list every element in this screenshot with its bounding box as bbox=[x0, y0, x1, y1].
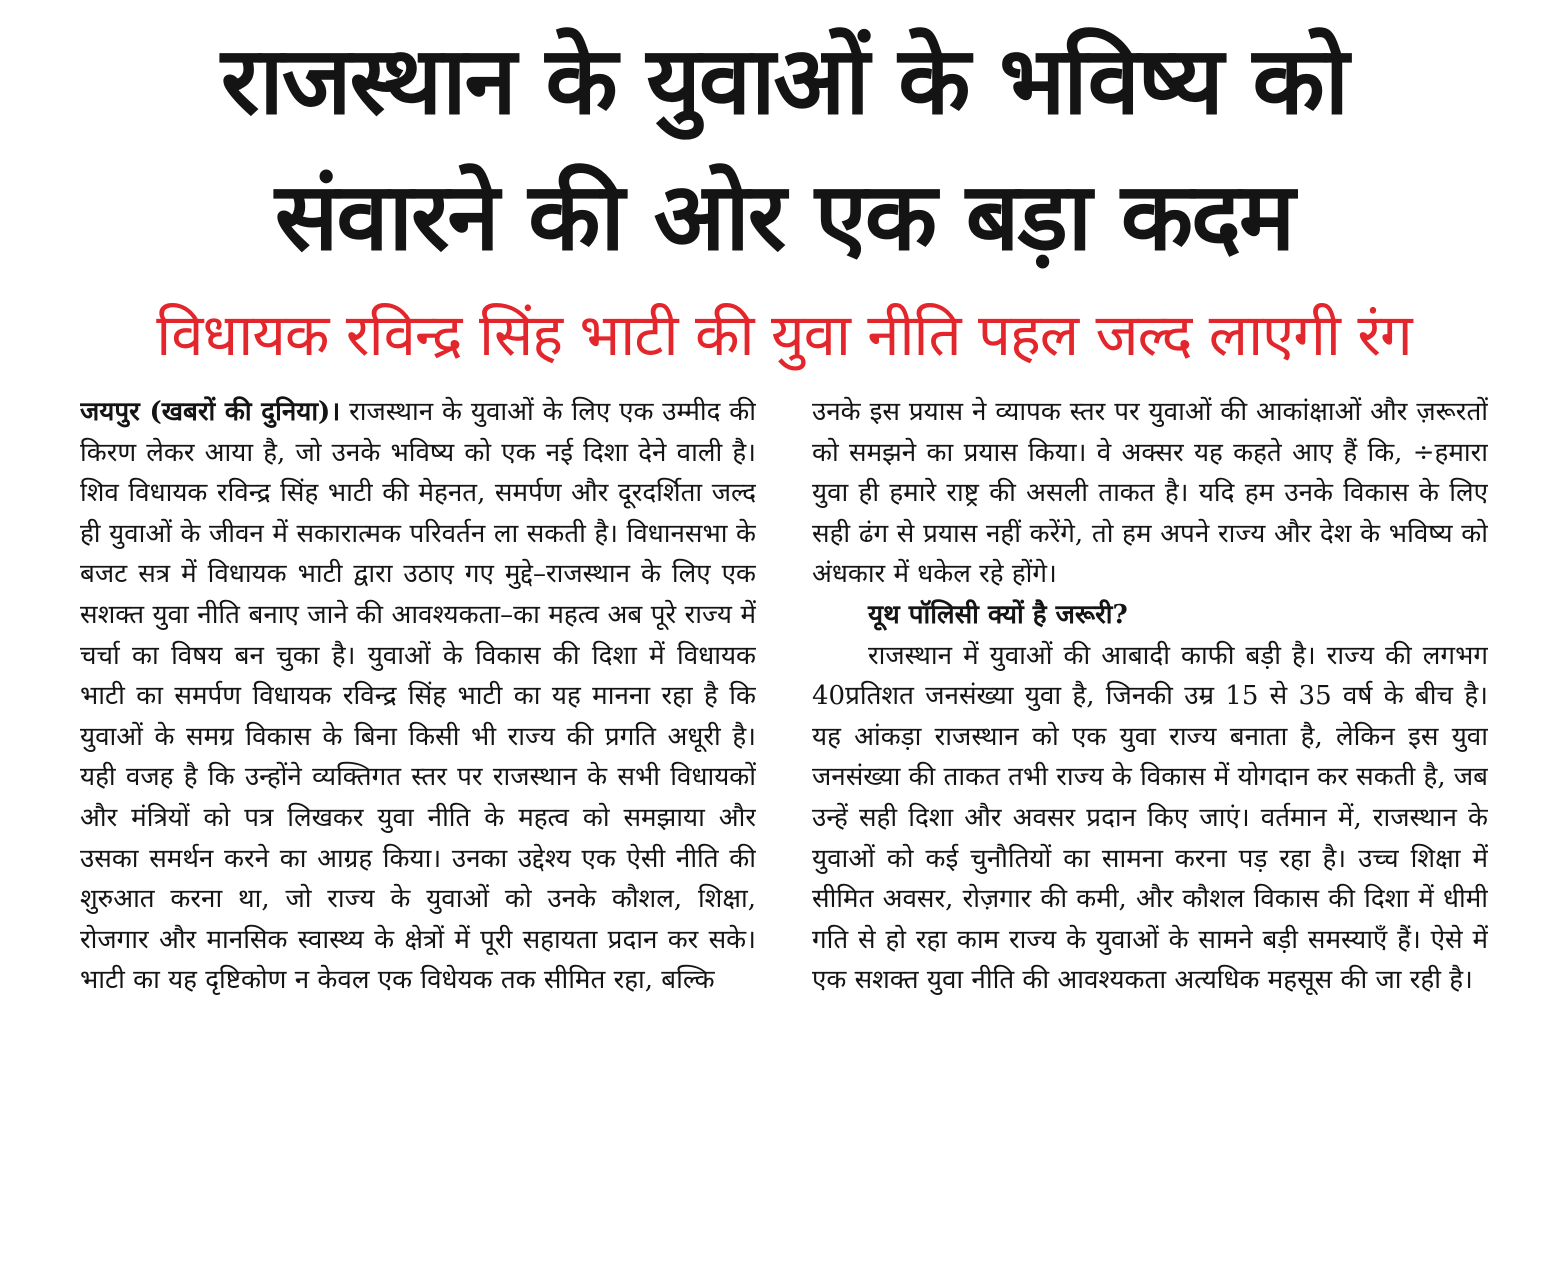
article-column-right bbox=[812, 392, 1488, 1262]
headline-line-2: संवारने की ओर एक बड़ा कदम bbox=[274, 163, 1294, 272]
headline-line-1: राजस्थान के युवाओं के भविष्य को bbox=[220, 27, 1348, 136]
article-column-left bbox=[80, 392, 756, 1262]
dateline: जयपुर (खबरों की दुनिया)। bbox=[80, 397, 341, 427]
subheadline: विधायक रविन्द्र सिंह भाटी की युवा नीति पहल जल्द लाएगी रंग bbox=[156, 301, 1412, 369]
article-body-left: राजस्थान के युवाओं के लिए एक उम्मीद की किरण लेकर आया है, जो उनके भविष्य को एक नई दिशा देने वाली है। शिव विधायक रविन्द्र सिंह भाटी की मेहनत, समर्पण और दूरदर्शिता जल्द ही युवाओं के जीवन में सकारात्मक परिवर्तन ला सकती है। विधानसभा के बजट सत्र में विधायक भाटी द्वारा उठाए गए मुद्दे–राजस्थान के लिए एक सशक्त युवा नीति बनाए जाने की आवश्यकता–का महत्व अब पूरे राज्य में चर्चा का विषय बन चुका है। युवाओं के विकास की दिशा में विधायक भाटी का समर्पण विधायक रविन्द्र सिंह भाटी का यह मानना रहा है कि युवाओं के समग्र विकास के बिना किसी भी राज्य की प्रगति अधूरी है। यही वजह है कि उन्होंने व्यक्तिगत स्तर पर राजस्थान के सभी विधायकों और मंत्रियों को पत्र लिखकर युवा नीति के महत्व को समझाया और उसका समर्थन करने का आग्रह किया। उनका उद्देश्य एक ऐसी नीति की शुरुआत करना था, जो राज्य के युवाओं को उनके कौशल, शिक्षा, रोजगार और मानसिक स्वास्थ्य के क्षेत्रों में पूरी सहायता प्रदान कर सके। भाटी का यह दृष्टिकोण न केवल एक विधेयक तक सीमित रहा, बल्कि bbox=[80, 397, 756, 996]
article-paragraph-youth-policy: राजस्थान में युवाओं की आबादी काफी बड़ी है। राज्य की लगभग 40प्रतिशत जनसंख्या युवा है, जिनकी उम्र 15 से 35 वर्ष के बीच है। यह आंकड़ा राजस्थान को एक युवा राज्य बनाता है, लेकिन इस युवा जनसंख्या की ताकत तभी राज्य के विकास में योगदान कर सकती है, जब उन्हें सही दिशा और अवसर प्रदान किए जाएं। वर्तमान में, राजस्थान के युवाओं को कई चुनौतियों का सामना करना पड़ रहा है। उच्च शिक्षा में सीमित अवसर, रोज़गार की कमी, और कौशल विकास की दिशा में धीमी गति से हो रहा काम राज्य के युवाओं के सामने बड़ी समस्याएँ हैं। ऐसे में एक सशक्त युवा नीति की आवश्यकता अत्यधिक महसूस की जा रही है। bbox=[812, 640, 1488, 996]
article-paragraph-continued: उनके इस प्रयास ने व्यापक स्तर पर युवाओं की आकांक्षाओं और ज़रूरतों को समझने का प्रयास किया। वे अक्सर यह कहते आए हैं कि, ÷हमारा युवा ही हमारे राष्ट्र की असली ताकत है। यदि हम उनके विकास के लिए सही ढंग से प्रयास नहीं करेंगे, तो हम अपने राज्य और देश के भविष्य को अंधकार में धकेल रहे होंगे। bbox=[812, 397, 1488, 590]
section-subheading: यूथ पॉलिसी क्यों है जरूरी? bbox=[868, 599, 1128, 630]
article-paragraph-opening bbox=[80, 392, 756, 1001]
